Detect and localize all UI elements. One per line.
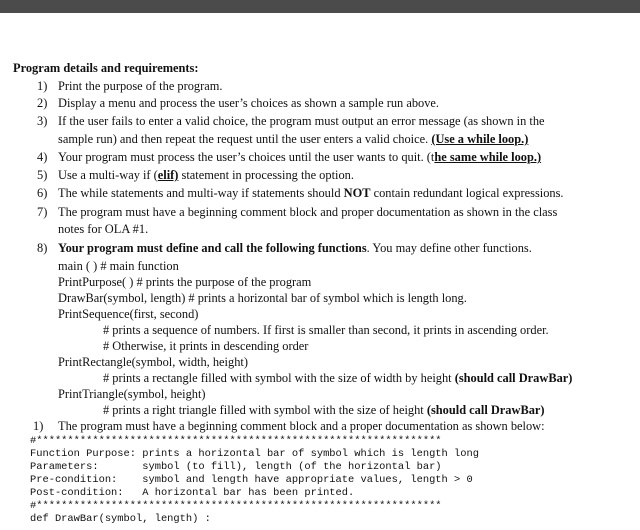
item-text: Your program must define and call the following functions. You may define other functions. (58, 241, 532, 255)
sequence-comment: # prints a sequence of numbers. If first is smaller than second, it prints in ascending order. (103, 323, 549, 337)
sequence-comment: # Otherwise, it prints in descending order (103, 339, 309, 353)
item-text-cont: notes for OLA #1. (58, 222, 149, 236)
section-heading: Program details and requirements: (13, 61, 199, 75)
function-main: main ( ) # main function (58, 259, 179, 273)
code-def-line: def DrawBar(symbol, length) : (30, 513, 211, 525)
function-draw-bar: DrawBar(symbol, length) # prints a horizontal bar of symbol which is length long. (58, 291, 467, 305)
function-print-triangle: PrintTriangle(symbol, height) (58, 387, 206, 401)
item-text: Print the purpose of the program. (58, 79, 223, 93)
item-number: 4) (37, 150, 48, 164)
item-number: 5) (37, 168, 48, 182)
code-line: Pre-condition: symbol and length have appropriate values, length > 0 (30, 474, 473, 486)
item-number: 1) (33, 419, 44, 433)
item-number: 1) (37, 79, 48, 93)
code-line: Parameters: symbol (to fill), length (of the horizontal bar) (30, 461, 442, 473)
item-text: If the user fails to enter a valid choice, the program must output an error message (as shown in the (58, 114, 545, 128)
item-text: Your program must process the user’s choices until the user wants to quit. (the same while loop.) (58, 150, 542, 164)
code-border: #***************************************************************** (30, 435, 442, 447)
code-border: #***************************************************************** (30, 500, 442, 512)
code-line: Post-condition: A horizontal bar has been printed. (30, 487, 355, 499)
function-print-sequence: PrintSequence(first, second) (58, 307, 199, 321)
triangle-comment: # prints a right triangle filled with symbol with the size of height (should call DrawBar) (103, 403, 545, 417)
function-print-purpose: PrintPurpose( ) # prints the purpose of the program (58, 275, 312, 289)
item-number: 8) (37, 241, 48, 255)
item-text: The program must have a beginning comment block and a proper documentation as shown below: (58, 419, 545, 433)
code-line: Function Purpose: prints a horizontal bar of symbol which is length long (30, 448, 479, 460)
item-number: 3) (37, 114, 48, 128)
item-text: Display a menu and process the user’s choices as shown a sample run above. (58, 96, 440, 110)
item-text: The while statements and multi-way if statements should NOT contain redundant logical expressions. (58, 186, 564, 200)
item-number: 6) (37, 186, 48, 200)
function-print-rectangle: PrintRectangle(symbol, width, height) (58, 355, 248, 369)
item-number: 2) (37, 96, 48, 110)
item-text: Use a multi-way if (elif) statement in processing the option. (58, 168, 354, 182)
item-text: The program must have a beginning comment block and proper documentation as shown in the class (58, 205, 558, 219)
item-text-cont: sample run) and then repeat the request until the user enters a valid choice. (Use a while loop.) (58, 132, 529, 146)
rectangle-comment: # prints a rectangle filled with symbol with the size of width by height (should call DrawBar) (103, 371, 573, 385)
item-number: 7) (37, 205, 48, 219)
